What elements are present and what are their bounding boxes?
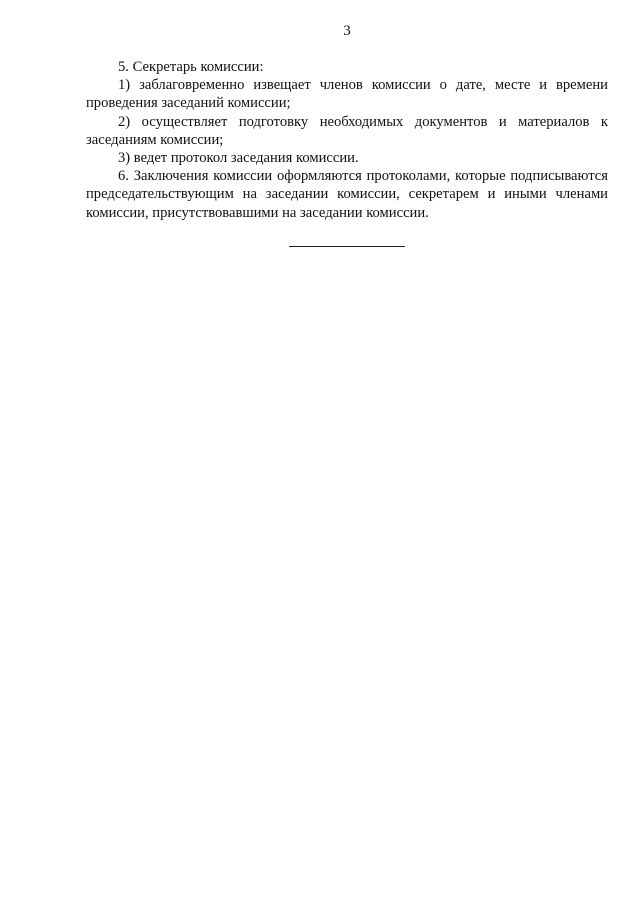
paragraph-secretary-heading: 5. Секретарь комиссии:	[118, 59, 264, 75]
paragraph-secretary-duty-2: 2) осуществляет подготовку необходимых документов и материалов к заседаниям комиссии;	[86, 113, 608, 148]
end-of-document-rule	[289, 246, 405, 247]
page-number: 3	[343, 23, 351, 39]
paragraph-secretary-duty-3: 3) ведет протокол заседания комиссии.	[118, 150, 359, 167]
document-body	[86, 58, 608, 222]
paragraph-secretary-duty-1: 1) заблаговременно извещает членов комиссии о дате, месте и времени проведения заседаний комиссии;	[86, 77, 608, 112]
paragraph-commission-conclusions: 6. Заключения комиссии оформляются протоколами, которые подписываются председательствующим на заседании комиссии, секретарем и иными членами комиссии, присутствовавшими на заседании комиссии.	[86, 168, 608, 221]
